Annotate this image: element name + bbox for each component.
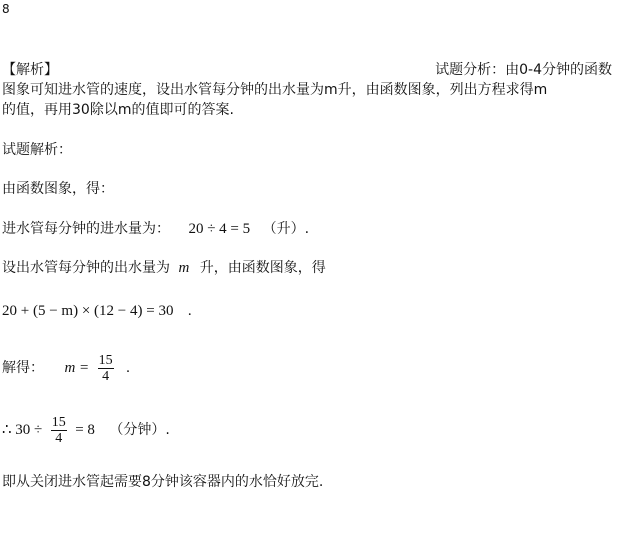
therefore-rhs: = 8	[75, 422, 95, 438]
analysis-line-2: 图象可知进水管的速度，设出水管每分钟的出水量为m升，由函数图象，列出方程求得m	[2, 82, 548, 98]
analysis-line-3: 的值，再用30除以m的值即可的答案.	[2, 102, 234, 118]
solution-step-3	[2, 258, 326, 278]
step-2-unit: （升）.	[262, 221, 310, 237]
analysis-label: 【解析】	[2, 62, 58, 78]
solution-step-1: 由函数图象，得：	[2, 181, 114, 197]
solve-fraction	[98, 353, 114, 384]
step-3-var: m	[178, 260, 190, 276]
therefore-lhs: ∴ 30 ÷	[2, 422, 43, 438]
equation-end: .	[187, 303, 192, 319]
solution-step-2	[2, 219, 309, 239]
step-2-math: 20 ÷ 4 = 5	[188, 221, 251, 237]
analysis-lead: 试题分析：由0-4分钟的函数	[435, 62, 612, 78]
step-2-text: 进水管每分钟的进水量为：	[2, 221, 170, 237]
therefore-numerator: 15	[51, 414, 66, 430]
solve-label: 解得：	[2, 360, 44, 376]
solution-title: 试题解析：	[2, 142, 72, 158]
conclusion: 即从关闭进水管起需要8分钟该容器内的水恰好放完.	[2, 474, 324, 490]
therefore-denominator: 4	[55, 430, 63, 446]
equation: 20 + (5 − m) × (12 − 4) = 30	[2, 303, 174, 319]
solve-denominator: 4	[102, 368, 110, 384]
solve-numerator: 15	[98, 352, 113, 368]
solve-line	[2, 348, 130, 388]
answer-number: 8	[2, 2, 10, 16]
equation-line	[2, 301, 192, 321]
analysis-block	[2, 60, 624, 120]
solve-lhs: m =	[64, 360, 90, 376]
solve-end: .	[126, 360, 130, 376]
therefore-unit: （分钟）.	[109, 422, 170, 438]
therefore-line	[2, 410, 170, 450]
step-3-text: 设出水管每分钟的出水量为	[2, 260, 170, 276]
therefore-fraction	[51, 415, 67, 446]
step-3-tail: 升，由函数图象，得	[199, 260, 326, 276]
